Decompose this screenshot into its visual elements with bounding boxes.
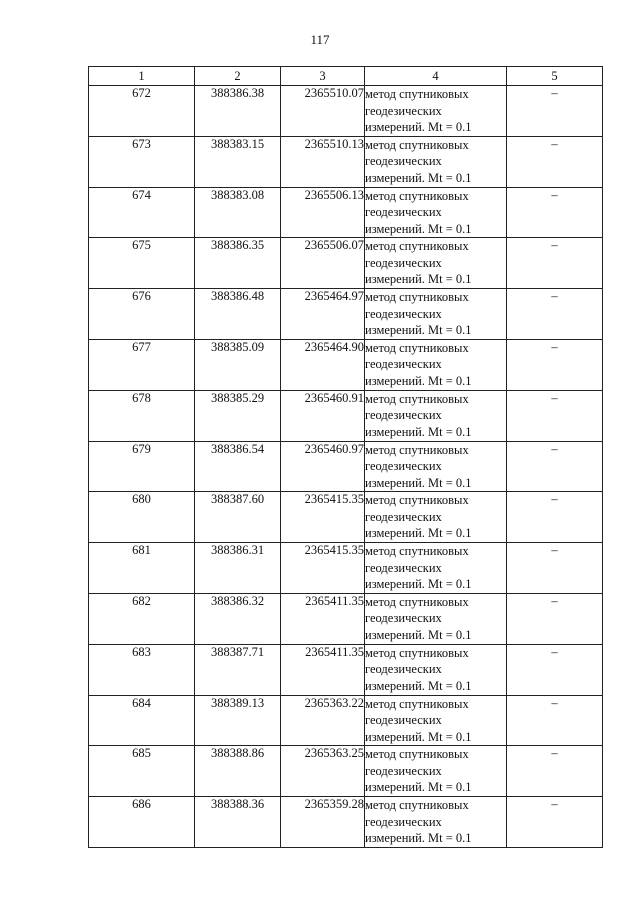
method-line-1: метод спутниковых <box>365 493 469 508</box>
method-cell <box>365 86 507 137</box>
method-line-3: измерений. Mt = 0.1 <box>365 221 472 236</box>
page-number: 117 <box>310 32 330 47</box>
method-line-2: геодезических <box>365 357 442 372</box>
accuracy-cell: – <box>507 543 603 594</box>
x-coordinate-cell: 388386.32 <box>195 593 281 644</box>
x-coordinate-cell: 388386.38 <box>195 86 281 137</box>
point-number-cell: 686 <box>89 797 195 848</box>
table-row <box>89 797 603 848</box>
point-number-cell: 681 <box>89 543 195 594</box>
method-line-2: геодезических <box>365 814 442 829</box>
table-row <box>89 593 603 644</box>
y-coordinate-cell: 2365363.25 <box>281 746 365 797</box>
method-cell <box>365 543 507 594</box>
point-number-cell: 679 <box>89 441 195 492</box>
method-line-1: метод спутниковых <box>365 188 469 203</box>
x-coordinate-cell: 388388.36 <box>195 797 281 848</box>
method-line-3: измерений. Mt = 0.1 <box>365 272 472 287</box>
method-line-3: измерений. Mt = 0.1 <box>365 729 472 744</box>
method-line-3: измерений. Mt = 0.1 <box>365 120 472 134</box>
method-line-3: измерений. Mt = 0.1 <box>365 373 472 388</box>
x-coordinate-cell: 388387.60 <box>195 492 281 543</box>
x-coordinate-cell: 388387.71 <box>195 644 281 695</box>
method-line-3: измерений. Mt = 0.1 <box>365 780 472 795</box>
point-number-cell: 680 <box>89 492 195 543</box>
table-row <box>89 746 603 797</box>
table-row <box>89 441 603 492</box>
y-coordinate-cell: 2365510.07 <box>281 86 365 137</box>
method-line-3: измерений. Mt = 0.1 <box>365 526 472 541</box>
header-col-5: 5 <box>507 67 603 86</box>
point-number-cell: 674 <box>89 187 195 238</box>
method-cell <box>365 187 507 238</box>
method-cell <box>365 695 507 746</box>
accuracy-cell: – <box>507 187 603 238</box>
x-coordinate-cell: 388383.15 <box>195 136 281 187</box>
method-line-1: метод спутниковых <box>365 544 469 559</box>
table-row <box>89 492 603 543</box>
x-coordinate-cell: 388386.54 <box>195 441 281 492</box>
method-line-2: геодезических <box>365 611 442 626</box>
header-col-1: 1 <box>89 67 195 86</box>
accuracy-cell: – <box>507 746 603 797</box>
method-line-3: измерений. Mt = 0.1 <box>365 475 472 490</box>
method-line-1: метод спутниковых <box>365 747 469 762</box>
point-number-cell: 672 <box>89 86 195 137</box>
method-cell <box>365 593 507 644</box>
method-line-3: измерений. Mt = 0.1 <box>365 831 472 846</box>
table-row <box>89 136 603 187</box>
x-coordinate-cell: 388385.09 <box>195 339 281 390</box>
x-coordinate-cell: 388386.31 <box>195 543 281 594</box>
method-line-1: метод спутниковых <box>365 137 469 152</box>
accuracy-cell: – <box>507 441 603 492</box>
table-row <box>89 238 603 289</box>
method-cell <box>365 238 507 289</box>
point-number-cell: 676 <box>89 289 195 340</box>
y-coordinate-cell: 2365415.35 <box>281 492 365 543</box>
accuracy-cell: – <box>507 238 603 289</box>
point-number-cell: 683 <box>89 644 195 695</box>
y-coordinate-cell: 2365411.35 <box>281 593 365 644</box>
method-line-1: метод спутниковых <box>365 442 469 457</box>
y-coordinate-cell: 2365510.13 <box>281 136 365 187</box>
y-coordinate-cell: 2365363.22 <box>281 695 365 746</box>
accuracy-cell: – <box>507 695 603 746</box>
table-row <box>89 695 603 746</box>
accuracy-cell: – <box>507 644 603 695</box>
method-cell <box>365 644 507 695</box>
x-coordinate-cell: 388383.08 <box>195 187 281 238</box>
accuracy-cell: – <box>507 797 603 848</box>
method-line-2: геодезических <box>365 763 442 778</box>
accuracy-cell: – <box>507 390 603 441</box>
point-number-cell: 678 <box>89 390 195 441</box>
method-line-2: геодезических <box>365 713 442 728</box>
method-cell <box>365 441 507 492</box>
y-coordinate-cell: 2365506.07 <box>281 238 365 289</box>
method-line-1: метод спутниковых <box>365 798 469 813</box>
method-line-3: измерений. Mt = 0.1 <box>365 170 472 185</box>
method-cell <box>365 492 507 543</box>
method-line-1: метод спутниковых <box>365 645 469 660</box>
point-number-cell: 682 <box>89 593 195 644</box>
x-coordinate-cell: 388386.48 <box>195 289 281 340</box>
y-coordinate-cell: 2365359.28 <box>281 797 365 848</box>
table-row <box>89 644 603 695</box>
table-row <box>89 390 603 441</box>
accuracy-cell: – <box>507 339 603 390</box>
method-line-3: измерений. Mt = 0.1 <box>365 678 472 693</box>
method-cell <box>365 797 507 848</box>
method-line-3: измерений. Mt = 0.1 <box>365 577 472 592</box>
accuracy-cell: – <box>507 593 603 644</box>
point-number-cell: 675 <box>89 238 195 289</box>
y-coordinate-cell: 2365464.90 <box>281 339 365 390</box>
table-row <box>89 86 603 137</box>
method-line-1: метод спутниковых <box>365 87 469 101</box>
point-number-cell: 685 <box>89 746 195 797</box>
method-line-2: геодезических <box>365 459 442 474</box>
table-row <box>89 543 603 594</box>
y-coordinate-cell: 2365460.97 <box>281 441 365 492</box>
method-cell <box>365 289 507 340</box>
x-coordinate-cell: 388388.86 <box>195 746 281 797</box>
method-line-1: метод спутниковых <box>365 340 469 355</box>
x-coordinate-cell: 388389.13 <box>195 695 281 746</box>
method-line-2: геодезических <box>365 205 442 220</box>
method-cell <box>365 390 507 441</box>
header-col-4: 4 <box>365 67 507 86</box>
method-line-2: геодезических <box>365 154 442 169</box>
x-coordinate-cell: 388386.35 <box>195 238 281 289</box>
method-line-2: геодезических <box>365 306 442 321</box>
method-line-1: метод спутниковых <box>365 290 469 305</box>
accuracy-cell: – <box>507 86 603 137</box>
y-coordinate-cell: 2365415.35 <box>281 543 365 594</box>
accuracy-cell: – <box>507 289 603 340</box>
table-row <box>89 187 603 238</box>
method-line-2: геодезических <box>365 509 442 524</box>
method-line-2: геодезических <box>365 560 442 575</box>
method-line-3: измерений. Mt = 0.1 <box>365 627 472 642</box>
x-coordinate-cell: 388385.29 <box>195 390 281 441</box>
table-row <box>89 289 603 340</box>
method-line-1: метод спутниковых <box>365 391 469 406</box>
point-number-cell: 673 <box>89 136 195 187</box>
table-body <box>89 86 603 848</box>
point-number-cell: 684 <box>89 695 195 746</box>
method-line-2: геодезических <box>365 255 442 270</box>
method-line-1: метод спутниковых <box>365 239 469 254</box>
method-cell <box>365 746 507 797</box>
method-line-1: метод спутниковых <box>365 594 469 609</box>
method-line-3: измерений. Mt = 0.1 <box>365 424 472 439</box>
method-line-2: геодезических <box>365 408 442 423</box>
method-line-3: измерений. Mt = 0.1 <box>365 323 472 338</box>
header-col-3: 3 <box>281 67 365 86</box>
accuracy-cell: – <box>507 136 603 187</box>
table-row <box>89 339 603 390</box>
y-coordinate-cell: 2365506.13 <box>281 187 365 238</box>
method-cell <box>365 339 507 390</box>
coordinates-table <box>88 66 603 848</box>
method-line-2: геодезических <box>365 662 442 677</box>
y-coordinate-cell: 2365411.35 <box>281 644 365 695</box>
header-col-2: 2 <box>195 67 281 86</box>
accuracy-cell: – <box>507 492 603 543</box>
y-coordinate-cell: 2365464.97 <box>281 289 365 340</box>
method-cell <box>365 136 507 187</box>
method-line-1: метод спутниковых <box>365 696 469 711</box>
y-coordinate-cell: 2365460.91 <box>281 390 365 441</box>
point-number-cell: 677 <box>89 339 195 390</box>
method-line-2: геодезических <box>365 103 442 118</box>
table-header-row <box>89 67 603 86</box>
